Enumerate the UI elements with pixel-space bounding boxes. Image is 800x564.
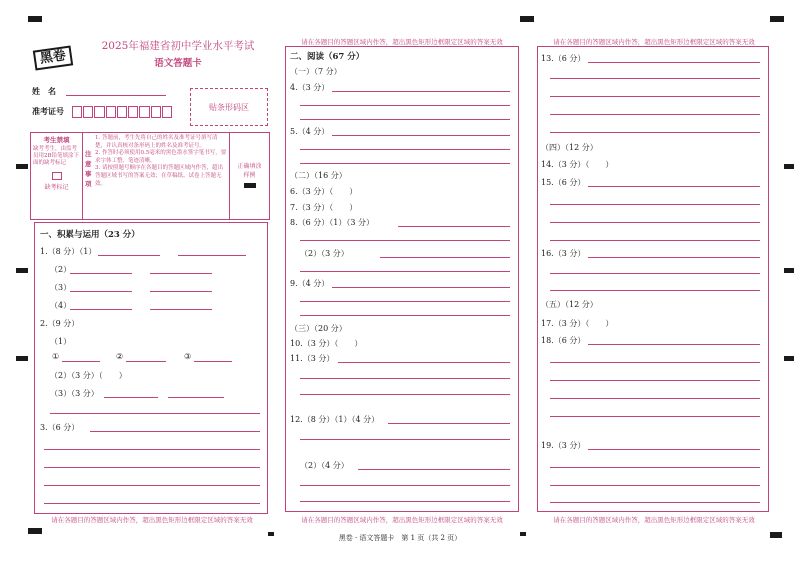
barcode-area [190,88,268,126]
q19-answer-line[interactable] [588,449,760,450]
warning-footer-col2: 请在各题目的答题区域内作答，超出黑色矩形边框限定区域的答案无效 [301,516,503,524]
name-field[interactable] [66,95,166,96]
q1-2-answer-b[interactable] [150,273,212,274]
q2-3-answer-a[interactable] [104,397,158,398]
id-box [94,106,104,118]
q2-2-label: （2）（3 分）（ ） [50,371,127,380]
q18-answer-line[interactable] [550,362,760,363]
q9-answer-line[interactable] [332,287,510,288]
q7-label: 7.（3 分）（ ） [290,203,358,212]
q2-label: 2.（9 分） [40,319,80,328]
warning-footer-col1: 请在各题目的答题区域内作答，超出黑色矩形边框限定区域的答案无效 [51,516,253,524]
q2-1-answer-2[interactable] [126,361,166,362]
fill-example-mark [244,183,256,188]
q1-1-answer-a[interactable] [98,255,160,256]
q3-answer-line[interactable] [44,503,260,504]
q16-label: 16.（3 分） [541,249,586,258]
q2-1-label: （1） [50,337,72,346]
q3-answer-line[interactable] [44,485,260,486]
q2-1-answer-1[interactable] [62,361,100,362]
q11-label: 11.（3 分） [290,354,335,363]
locator-mark [16,356,28,361]
q13-answer-line[interactable] [550,132,760,133]
locator-mark [16,164,28,169]
q5-answer-line[interactable] [332,135,510,136]
q1-label: 1.（8 分）（1） [40,247,97,256]
q1-3-answer-b[interactable] [150,291,212,292]
q10-label: 10.（3 分）（ ） [290,339,363,348]
q12-2-answer-line[interactable] [358,469,510,470]
section2-title: 二、阅读（67 分） [290,52,365,62]
warning-footer-col3: 请在各题目的答题区域内作答，超出黑色矩形边框限定区域的答案无效 [553,516,755,524]
q18-answer-line[interactable] [550,380,760,381]
q13-answer-line[interactable] [550,114,760,115]
part2-label: （二）（16 分） [290,171,347,180]
q1-2-label: （2） [50,265,72,274]
q8-label: 8.（6 分）（1）（3 分） [290,218,374,227]
q16-answer-line[interactable] [550,273,760,274]
q19-answer-line[interactable] [550,485,760,486]
part4-label: （四）（12 分） [541,143,598,152]
id-box [128,106,138,118]
barcode-label: 贴条形码区 [209,103,249,112]
q11-answer-line[interactable] [300,378,510,379]
q14-label: 14.（3 分）（ ） [541,160,614,169]
q13-answer-line[interactable] [550,78,760,79]
locator-mark [28,528,42,534]
q15-label: 15.（6 分） [541,178,586,187]
locator-mark [16,268,28,273]
notes-list [95,135,227,188]
q15-answer-line[interactable] [588,186,760,187]
q2-3-answer-c[interactable] [50,413,260,414]
warning-header-col3: 请在各题目的答题区域内作答，超出黑色矩形边框限定区域的答案无效 [553,38,755,46]
q1-4-answer-a[interactable] [70,309,132,310]
q19-answer-line[interactable] [550,467,760,468]
q1-1-answer-b[interactable] [178,255,246,256]
q2-circle-1: ① [52,352,60,361]
absent-title: 考生禁填 [43,136,70,144]
absent-box [31,133,83,219]
q9-answer-line[interactable] [300,301,510,302]
q19-answer-line[interactable] [550,502,760,503]
section1-title: 一、积累与运用（23 分） [40,230,140,240]
q1-4-label: （4） [50,301,72,310]
q8-1-answer-line[interactable] [398,226,510,227]
q16-answer-line[interactable] [550,290,760,291]
q13-answer-line[interactable] [550,96,760,97]
q2-3-answer-b[interactable] [168,397,224,398]
q8-2-answer-line[interactable] [300,271,510,272]
q19-label: 19.（3 分） [541,441,586,450]
q2-circle-3: ③ [184,352,192,361]
q15-answer-line[interactable] [550,240,760,241]
q4-answer-line[interactable] [332,91,510,92]
notes-title: 注意事项 [85,150,92,188]
q12-1-answer-line[interactable] [300,439,510,440]
q18-label: 18.（6 分） [541,336,586,345]
exam-title: 2025年福建省初中学业水平考试 [101,40,255,52]
q2-3-label: （3）（3 分） [50,389,99,398]
q13-answer-line[interactable] [588,62,760,63]
id-box [83,106,93,118]
fill-example-label: 正确填涂样例 [237,163,262,179]
q1-3-label: （3） [50,283,72,292]
q18-answer-line[interactable] [550,416,760,417]
q3-answer-line[interactable] [44,467,260,468]
id-label: 准考证号 [32,106,64,116]
q18-answer-line[interactable] [550,398,760,399]
q3-answer-line[interactable] [44,449,260,450]
q12-2-label: （2）（4 分） [300,461,349,470]
exam-stamp: 黑卷 [33,45,73,70]
locator-mark [520,16,534,22]
q1-2-answer-a[interactable] [70,273,132,274]
q2-1-answer-3[interactable] [194,361,232,362]
part5-label: （五）（12 分） [541,300,598,309]
note-item: 3. 请按照题号顺序在各题目的答题区域内作答，超出答题区域书写的答案无效；在草稿纸、试卷上答题无效。 [95,165,223,187]
q8-1-answer-line[interactable] [300,240,510,241]
locator-mark [520,532,526,536]
locator-mark [784,356,794,361]
q2-circle-2: ② [116,352,124,361]
locator-mark [28,16,42,22]
locator-mark [770,532,782,538]
locator-mark [784,164,794,169]
q12-2-answer-line[interactable] [300,501,510,502]
q11-answer-line[interactable] [300,394,510,395]
part1-label: （一）（7 分） [290,67,342,76]
q12-1-answer-line[interactable] [388,423,510,424]
q16-answer-line[interactable] [588,257,760,258]
exam-subtitle: 语文答题卡 [154,58,202,69]
q17-label: 17.（3 分）（ ） [541,319,614,328]
note-item: 1. 答题前，考生先将自己的姓名及准考证号填写清楚，并认真核对条形码上的姓名及准考证号。 [95,135,218,149]
absent-checkbox[interactable] [52,172,62,180]
q13-label: 13.（6 分） [541,54,586,63]
q4-answer-line[interactable] [300,105,510,106]
absent-mark-label: 缺考标记 [44,184,69,191]
name-label: 姓 名 [32,86,56,96]
locator-mark [770,16,784,22]
q1-3-answer-a[interactable] [70,291,132,292]
q5-label: 5.（4 分） [290,127,330,136]
locator-mark [784,268,794,273]
q12-label: 12.（8 分）（1）（4 分） [290,415,380,424]
q9-answer-line[interactable] [300,315,510,316]
part3-label: （三）（20 分） [290,324,347,333]
q11-answer-line[interactable] [338,362,510,363]
absent-text: 缺考考生，由监考员用2B铅笔填涂下面的缺考标记 [33,146,80,166]
q4-answer-line[interactable] [300,119,510,120]
warning-header-col2: 请在各题目的答题区域内作答，超出黑色矩形边框限定区域的答案无效 [301,38,503,46]
locator-mark [268,532,274,536]
id-box [106,106,116,118]
q3-label: 3.（6 分） [40,423,80,432]
q8-2-label: （2）（3 分） [300,249,349,258]
q3-answer-line[interactable] [90,431,260,432]
q12-2-answer-line[interactable] [300,485,510,486]
id-box [151,106,161,118]
id-box [162,106,172,118]
q18-answer-line[interactable] [588,344,760,345]
q6-label: 6.（3 分）（ ） [290,187,358,196]
id-field[interactable] [72,106,172,118]
q15-answer-line[interactable] [550,222,760,223]
q4-label: 4.（3 分） [290,83,330,92]
instructions-box [30,132,270,220]
q8-2-answer-line[interactable] [380,257,510,258]
note-item: 2. 作答时必须使用0.5毫米的黑色墨水签字笔书写，要求字体工整、笔迹清晰。 [95,150,227,164]
id-box [72,106,82,118]
page-footer: 黑卷 · 语文答题卡 第 1 页（共 2 页） [338,534,462,542]
q1-4-answer-b[interactable] [150,309,212,310]
q9-label: 9.（4 分） [290,279,330,288]
q15-answer-line[interactable] [550,204,760,205]
sample-box [229,133,269,219]
q5-answer-line[interactable] [300,149,510,150]
id-box [139,106,149,118]
q5-answer-line[interactable] [300,163,510,164]
id-box [117,106,127,118]
